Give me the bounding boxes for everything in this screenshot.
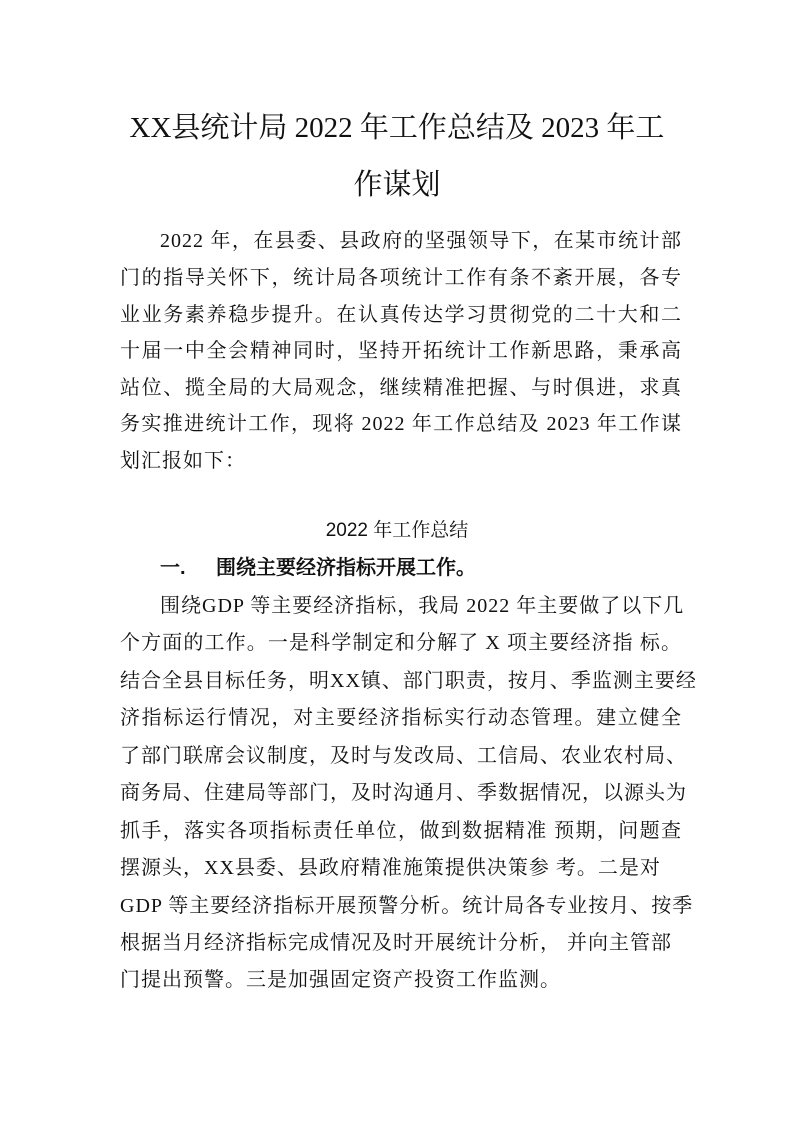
- text-line: GDP 等主要经济指标开展预警分析。统计局各专业按月、按季: [120, 895, 694, 917]
- text-line: 摆源头，XX县委、县政府精准施策提供决策参 考。二是对: [120, 857, 661, 879]
- text-line: 门的指导关怀下，统计局各项统计工作有条不紊开展，各专: [120, 267, 682, 289]
- text-line: 济指标运行情况，对主要经济指标实行动态管理。建立健全: [120, 707, 682, 729]
- text-line: 个方面的工作。一是科学制定和分解了 X 项主要经济指 标。: [120, 632, 682, 654]
- text-line: 抓手，落实各项指标责任单位，做到数据精准 预期，问题查: [120, 820, 682, 842]
- text-line: 商务局、住建局等部门，及时沟通月、季数据情况，以源头为: [120, 782, 687, 804]
- text-line: 站位、揽全局的大局观念，继续精准把握、与时俱进，求真: [120, 377, 682, 399]
- text-line: 根据当月经济指标完成情况及时开展统计分析， 并向主管部: [120, 932, 672, 954]
- document-title-line-1: XX县统计局 2022 年工作总结及 2023 年工: [129, 112, 665, 144]
- text-line: 业业务素养稳步提升。在认真传达学习贯彻党的二十大和二: [120, 304, 682, 326]
- text-line: 结合全县目标任务，明XX镇、部门职责，按月、季监测主要经: [120, 670, 697, 692]
- heading-text: 围绕主要经济指标开展工作。: [216, 557, 476, 579]
- heading-1: [160, 555, 476, 581]
- document-title-line-2: 作谋划: [353, 169, 441, 201]
- text-line: 十届一中全会精神同时，坚持开拓统计工作新思路，秉承高: [120, 340, 682, 362]
- text-line: 了部门联席会议制度，及时与发改局、工信局、农业农村局、: [120, 745, 687, 767]
- section-title: 2022 年工作总结: [325, 520, 469, 541]
- text-line: 围绕GDP 等主要经济指标，我局 2022 年主要做了以下几: [160, 595, 685, 617]
- text-line: 门提出预警。三是加强固定资产投资工作监测。: [120, 969, 561, 991]
- heading-number: 一.: [160, 557, 186, 579]
- text-line: 2022 年，在县委、县政府的坚强领导下，在某市统计部: [160, 230, 682, 252]
- text-line: 务实推进统计工作，现将 2022 年工作总结及 2023 年工作谋: [120, 413, 682, 435]
- text-line: 划汇报如下：: [120, 450, 246, 472]
